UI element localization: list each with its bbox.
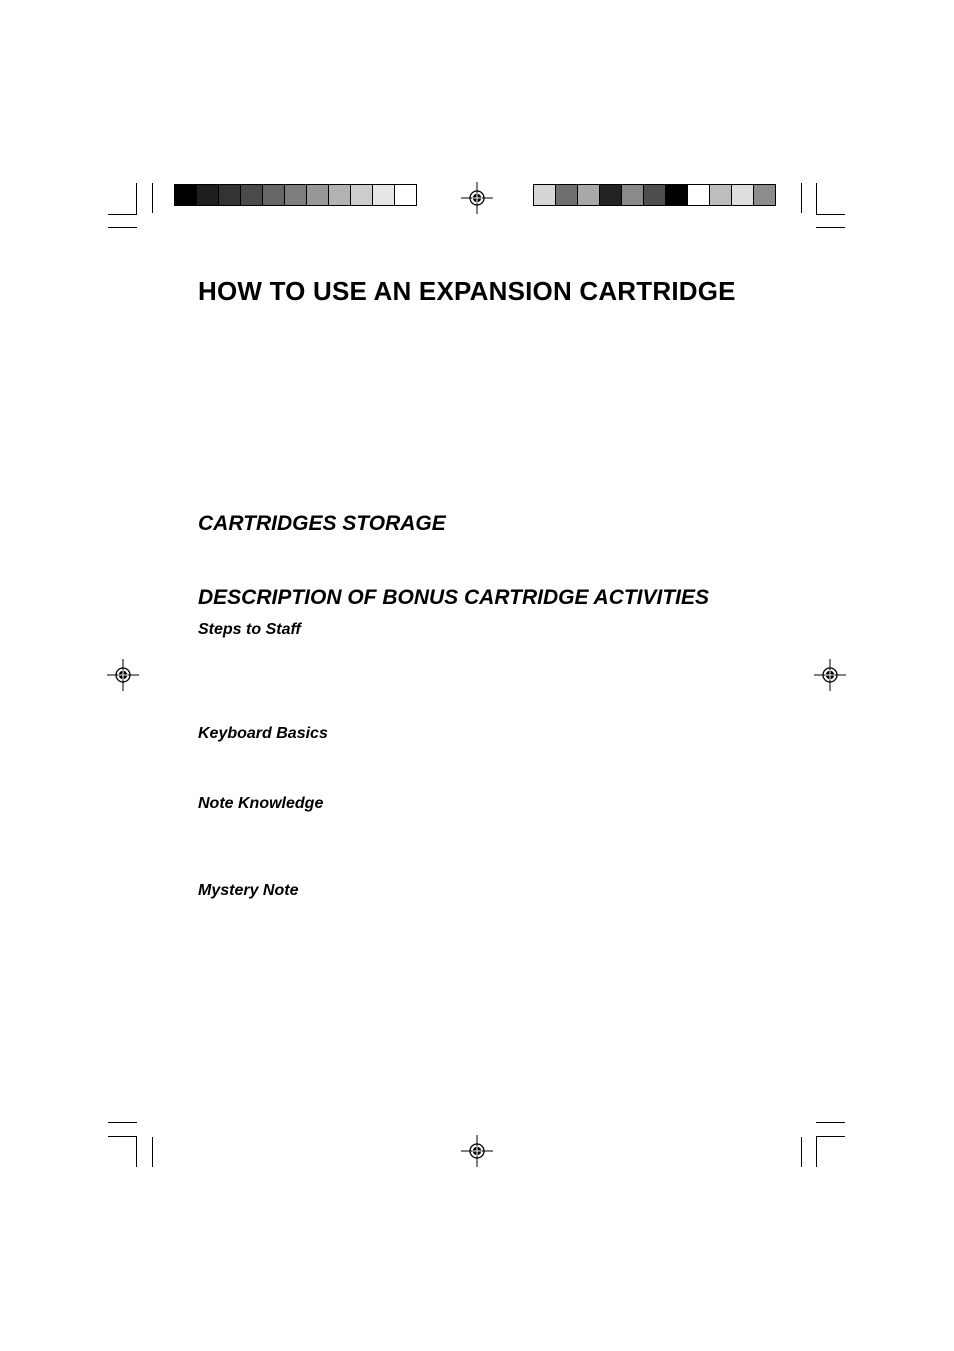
calibration-left-swatch-6 (285, 185, 307, 205)
calibration-left-swatch-10 (373, 185, 395, 205)
calibration-right-swatch-9 (710, 185, 732, 205)
calibration-left-swatch-1 (175, 185, 197, 205)
crop-mark-top-right-bleed (816, 227, 845, 228)
crop-mark-top-right-outer (801, 183, 802, 213)
registration-mark-right-icon (814, 659, 846, 691)
activity-heading-mystery-note: Mystery Note (198, 882, 299, 899)
calibration-left-swatch-5 (263, 185, 285, 205)
registration-mark-top-icon (461, 182, 493, 214)
calibration-right-swatch-8 (688, 185, 710, 205)
crop-mark-bottom-left-bleed (108, 1122, 137, 1123)
activity-heading-note-knowledge: Note Knowledge (198, 795, 324, 812)
calibration-left-swatch-4 (241, 185, 263, 205)
crop-mark-top-left-outer (152, 183, 153, 213)
calibration-left-swatch-2 (197, 185, 219, 205)
registration-mark-left-icon (107, 659, 139, 691)
calibration-bar-right (533, 184, 776, 206)
crop-mark-top-left-bleed (108, 227, 137, 228)
crop-mark-bottom-left-horizontal (108, 1136, 137, 1137)
calibration-right-swatch-3 (578, 185, 600, 205)
crop-mark-bottom-left-vertical (136, 1136, 137, 1167)
crop-mark-top-right-vertical (816, 183, 817, 215)
crop-mark-top-left-vertical (136, 183, 137, 215)
calibration-left-swatch-9 (351, 185, 373, 205)
crop-mark-bottom-right-vertical (816, 1136, 817, 1167)
page-title: HOW TO USE AN EXPANSION CARTRIDGE (198, 276, 736, 306)
calibration-right-swatch-7 (666, 185, 688, 205)
calibration-left-swatch-11 (395, 185, 416, 205)
calibration-left-swatch-3 (219, 185, 241, 205)
calibration-right-swatch-1 (534, 185, 556, 205)
calibration-bar-left (174, 184, 417, 206)
calibration-right-swatch-4 (600, 185, 622, 205)
crop-mark-bottom-left-outer (152, 1137, 153, 1167)
activity-heading-steps-to-staff: Steps to Staff (198, 621, 301, 638)
calibration-right-swatch-6 (644, 185, 666, 205)
calibration-right-swatch-10 (732, 185, 754, 205)
crop-mark-top-right-horizontal (816, 214, 845, 215)
crop-mark-bottom-right-outer (801, 1137, 802, 1167)
crop-mark-bottom-right-bleed (816, 1122, 845, 1123)
section-heading-activities: DESCRIPTION OF BONUS CARTRIDGE ACTIVITIES (198, 586, 710, 609)
crop-mark-top-left-horizontal (108, 214, 137, 215)
registration-mark-bottom-icon (461, 1135, 493, 1167)
calibration-left-swatch-8 (329, 185, 351, 205)
calibration-right-swatch-11 (754, 185, 775, 205)
crop-mark-bottom-right-horizontal (816, 1136, 845, 1137)
calibration-right-swatch-2 (556, 185, 578, 205)
calibration-right-swatch-5 (622, 185, 644, 205)
section-heading-storage: CARTRIDGES STORAGE (198, 512, 446, 535)
activity-heading-keyboard-basics: Keyboard Basics (198, 725, 328, 742)
calibration-left-swatch-7 (307, 185, 329, 205)
